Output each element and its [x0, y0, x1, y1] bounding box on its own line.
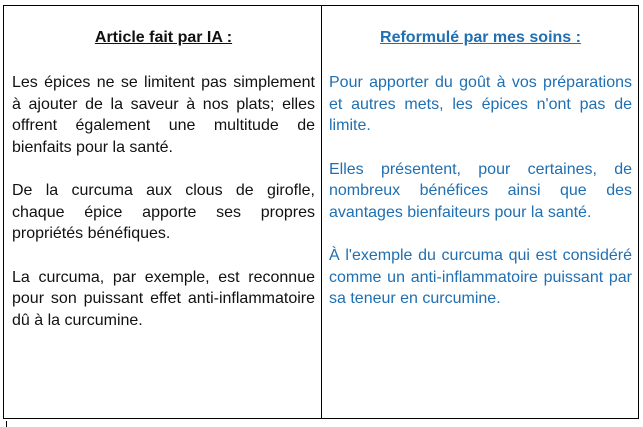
ai-paragraph-1: Les épices ne se limitent pas simplement à ajouter de la saveur à nos plats; elles offrent également une multitude de bienfaits pour la santé. — [12, 74, 315, 156]
rewritten-column — [322, 6, 638, 418]
comparison-table — [3, 5, 639, 419]
ai-paragraph-2: De la curcuma aux clous de girofle, chaque épice apporte ses propres propriétés bénéfiques. — [12, 182, 315, 242]
rewritten-paragraph-2: Elles présentent, pour certaines, de nombreux bénéfices ainsi que des avantages bienfaiteurs pour la santé. — [329, 160, 632, 221]
text-cursor — [6, 421, 7, 427]
rewritten-paragraph-1: Pour apporter du goût à vos préparations et autres mets, les épices n'ont pas de limite. — [329, 74, 632, 134]
rewritten-heading: Reformulé par mes soins : — [380, 29, 581, 46]
ai-paragraph-3: La curcuma, par exemple, est reconnue pour son puissant effet anti-inflammatoire dû à la curcumine. — [12, 268, 315, 329]
ai-article-column — [4, 6, 322, 418]
rewritten-paragraph-3: À l'exemple du curcuma qui est considéré comme un anti-inflammatoire puissant par sa teneur en curcumine. — [329, 247, 632, 307]
ai-article-heading: Article fait par IA : — [94, 29, 233, 46]
